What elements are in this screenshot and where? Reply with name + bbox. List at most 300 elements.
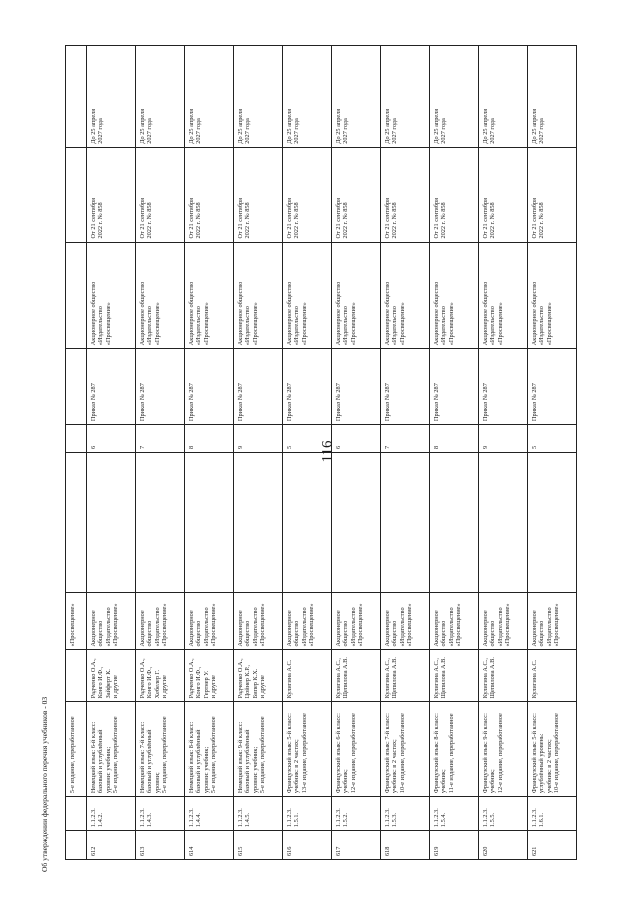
cell-publisher-line: общество — [97, 620, 105, 647]
table-row — [233, 46, 282, 859]
cell-publisher-line: Акционерное — [335, 610, 342, 647]
cell-num: 614 — [188, 846, 195, 856]
cell-authors-line: и другие — [259, 675, 267, 699]
cell-org-line: «Просвещение» — [447, 302, 455, 346]
footer-text: Об утверждении федерального перечня учебников - 03 — [40, 696, 49, 872]
cell-publisher-line: «Издательство — [496, 607, 504, 647]
cell-authors-line: Щепилова А.В. — [342, 657, 350, 699]
cell-publisher-line: общество — [440, 620, 448, 647]
cell-num: 617 — [335, 846, 342, 856]
cell-publisher-line: общество — [146, 620, 154, 647]
cell-org-line: «Издательство — [244, 306, 252, 346]
cell-org — [479, 243, 527, 350]
cell-authors — [381, 651, 429, 703]
cell-title: 5-е издание, переработанное — [66, 702, 86, 797]
cell-code-line: 1.1.2.3. — [384, 808, 391, 828]
textbook-table — [65, 45, 577, 860]
cell-authors-line: Кулигина А.С. — [286, 659, 293, 699]
cell-from-line: От 21 сентября — [482, 197, 489, 239]
cell-publisher-line: «Издательство — [202, 607, 210, 647]
cell-from-line: От 21 сентября — [188, 197, 195, 239]
cell-authors-line: Кулигина А.С. — [531, 659, 538, 699]
cell-order: Приказ № 287 — [87, 349, 135, 425]
cell-title — [185, 702, 233, 797]
cell-order: Приказ № 287 — [185, 349, 233, 425]
cell-until-line: До 25 апреля — [237, 108, 244, 144]
cell-count: 9 — [234, 425, 282, 453]
cell-title — [430, 702, 478, 797]
cell-order: Приказ № 287 — [332, 349, 380, 425]
cell-until-line: До 25 апреля — [188, 108, 195, 144]
cell-count: 8 — [185, 425, 233, 453]
cell-authors-line: Радченко О.А., — [139, 658, 146, 699]
cell-publisher — [430, 593, 478, 651]
cell-until — [381, 46, 429, 148]
cell-from — [332, 148, 380, 243]
cell-count: 5 — [528, 425, 576, 453]
cell-from — [283, 148, 331, 243]
cell-order — [66, 349, 86, 425]
cell-empty — [234, 453, 282, 593]
cell-until — [332, 46, 380, 148]
cell-publisher-line: общество — [293, 620, 301, 647]
cell-title-line: Французский язык: 8-й класс: — [433, 713, 440, 794]
cell-until-line: 2027 года — [244, 118, 252, 144]
cell-from-line: От 21 сентября — [335, 197, 342, 239]
cell-org-line: Акционерное общество — [335, 281, 342, 346]
cell-code-line: 1.1.2.3. — [433, 808, 440, 828]
cell-org-line: Акционерное общество — [139, 281, 146, 346]
cell-empty — [136, 453, 184, 593]
cell-org-line: Акционерное общество — [188, 281, 195, 346]
cell-title — [528, 702, 576, 797]
cell-empty — [528, 453, 576, 593]
cell-num: 619 — [433, 846, 440, 856]
cell-org-line: «Издательство — [146, 306, 154, 346]
cell-title-line: 11-е издание, переработанное — [447, 713, 455, 794]
cell-order: Приказ № 287 — [234, 349, 282, 425]
cell-num: 616 — [286, 846, 293, 856]
cell-publisher-line: общество — [244, 620, 252, 647]
cell-title-line: базовый и углублённый — [97, 729, 105, 794]
cell-count: 6 — [332, 425, 380, 453]
cell-publisher: «Просвещение» — [66, 593, 86, 651]
cell-code — [528, 797, 576, 831]
cell-count: 9 — [479, 425, 527, 453]
cell-code-line: 1.5.3. — [391, 812, 399, 828]
cell-authors-line: Кулигина А.С., — [335, 658, 342, 699]
cell-code — [381, 797, 429, 831]
cell-authors-line: Радченко О.А., — [90, 658, 97, 699]
cell-org-line: «Просвещение» — [202, 302, 210, 346]
cell-publisher-line: «Просвещение» — [553, 603, 561, 647]
cell-code — [479, 797, 527, 831]
cell-authors-line: Цойнер К.Р., — [244, 664, 252, 699]
cell-title-line: уровни: учебник; — [202, 746, 210, 794]
cell-publisher-line: «Издательство — [398, 607, 406, 647]
cell-code-line: 1.4.2. — [97, 812, 105, 828]
cell-org-line: «Просвещение» — [349, 302, 357, 346]
cell-publisher-line: «Издательство — [447, 607, 455, 647]
cell-order: Приказ № 287 — [528, 349, 576, 425]
cell-from-line: От 21 сентября — [286, 197, 293, 239]
cell-org-line: «Просвещение» — [398, 302, 406, 346]
cell-authors — [332, 651, 380, 703]
cell-publisher-line: «Просвещение» — [308, 603, 316, 647]
cell-publisher — [234, 593, 282, 651]
cell-authors-line: Хебелер Г. — [153, 669, 161, 699]
cell-until-line: До 25 апреля — [286, 108, 293, 144]
cell-org-line: «Издательство — [342, 306, 350, 346]
cell-org-line: «Просвещение» — [545, 302, 553, 346]
cell-title-line: учебник; — [440, 769, 448, 794]
cell-title-line: Французский язык: 9-й класс: — [482, 713, 489, 794]
cell-from-line: От 21 сентября — [384, 197, 391, 239]
cell-publisher-line: общество — [342, 620, 350, 647]
cell-publisher-line: общество — [538, 620, 546, 647]
cell-authors — [66, 651, 86, 703]
cell-org-line: «Издательство — [195, 306, 203, 346]
cell-until-line: До 25 апреля — [139, 108, 146, 144]
cell-code — [136, 797, 184, 831]
cell-until — [66, 46, 86, 148]
cell-title-line: уровни: учебник; — [251, 746, 259, 794]
cell-code-line: 1.4.4. — [195, 812, 203, 828]
cell-publisher — [479, 593, 527, 651]
cell-authors-line: Радченко О.А., — [188, 658, 195, 699]
table-row — [135, 46, 184, 859]
cell-title-line: учебник: в 2 частях; — [391, 739, 399, 794]
cell-empty — [381, 453, 429, 593]
cell-title-line: 12-е издание, переработанное — [349, 713, 357, 794]
cell-order: Приказ № 287 — [479, 349, 527, 425]
cell-authors-line: Конго И.Ф., — [195, 666, 203, 699]
cell-publisher — [185, 593, 233, 651]
cell-authors-line: Щепилова А.В. — [440, 657, 448, 699]
cell-until — [430, 46, 478, 148]
cell-count: 8 — [430, 425, 478, 453]
table-row — [380, 46, 429, 859]
cell-order: Приказ № 287 — [283, 349, 331, 425]
cell-title-line: базовый и углублённый — [146, 729, 154, 794]
cell-until-line: До 25 апреля — [482, 108, 489, 144]
cell-title-line: 5-е издание, переработанное — [112, 716, 120, 794]
cell-code-line: 1.1.2.3. — [335, 808, 342, 828]
cell-authors-line: Гертнер У. — [202, 670, 210, 699]
cell-count: 6 — [87, 425, 135, 453]
cell-code-line: 1.5.2. — [342, 812, 350, 828]
cell-title — [283, 702, 331, 797]
cell-code-line: 1.5.1. — [293, 812, 301, 828]
cell-code — [66, 797, 86, 831]
cell-publisher-line: Акционерное — [90, 610, 97, 647]
cell-until-line: 2027 года — [489, 118, 497, 144]
cell-publisher-line: Акционерное — [237, 610, 244, 647]
cell-code — [332, 797, 380, 831]
cell-title-line: Немецкий язык: 9-й класс: — [237, 721, 244, 794]
cell-code — [283, 797, 331, 831]
cell-publisher-line: «Издательство — [251, 607, 259, 647]
cell-org-line: Акционерное общество — [90, 281, 97, 346]
cell-publisher-line: «Просвещение» — [406, 603, 414, 647]
cell-org-line: «Издательство — [97, 306, 105, 346]
cell-title-line: Французский язык: 5-й класс: — [286, 713, 293, 794]
cell-until — [185, 46, 233, 148]
cell-empty — [66, 453, 86, 593]
cell-code-line: 1.1.2.3. — [90, 808, 97, 828]
cell-publisher-line: «Издательство — [153, 607, 161, 647]
cell-from-line: 2022 г. № 858 — [440, 202, 448, 239]
cell-until — [136, 46, 184, 148]
cell-from-line: От 21 сентября — [433, 197, 440, 239]
cell-authors-line: и другие — [210, 675, 218, 699]
cell-authors-line: Кулигина А.С., — [384, 658, 391, 699]
cell-publisher-line: «Издательство — [349, 607, 357, 647]
cell-empty — [87, 453, 135, 593]
cell-org — [381, 243, 429, 350]
cell-from — [185, 148, 233, 243]
cell-title-line: учебник: в 2 частях; — [293, 739, 301, 794]
cell-until-line: 2027 года — [342, 118, 350, 144]
cell-publisher — [332, 593, 380, 651]
cell-org — [136, 243, 184, 350]
cell-authors — [234, 651, 282, 703]
cell-from — [479, 148, 527, 243]
cell-org — [66, 243, 86, 350]
cell-num: 612 — [90, 846, 97, 856]
cell-publisher-line: «Просвещение» — [259, 603, 267, 647]
cell-org-line: Акционерное общество — [482, 281, 489, 346]
cell-title-line: 5-е издание, переработанное — [210, 716, 218, 794]
cell-from — [66, 148, 86, 243]
cell-from-line: От 21 сентября — [90, 197, 97, 239]
cell-code-line: 1.1.2.3. — [188, 808, 195, 828]
cell-authors — [283, 651, 331, 703]
cell-publisher — [136, 593, 184, 651]
cell-until-line: 2027 года — [440, 118, 448, 144]
cell-until — [479, 46, 527, 148]
cell-authors — [430, 651, 478, 703]
cell-code-line: 1.5.5. — [489, 812, 497, 828]
cell-code-line: 1.1.2.3. — [237, 808, 244, 828]
page-number: 116 — [319, 440, 336, 463]
cell-from-line: 2022 г. № 858 — [342, 202, 350, 239]
cell-from-line: От 21 сентября — [531, 197, 538, 239]
cell-title-line: углублённый уровень: — [538, 733, 546, 794]
cell-org-line: Акционерное общество — [433, 281, 440, 346]
cell-title-line: 5-е издание, переработанное — [259, 716, 267, 794]
cell-org — [283, 243, 331, 350]
cell-org-line: «Просвещение» — [153, 302, 161, 346]
cell-until-line: До 25 апреля — [90, 108, 97, 144]
cell-authors-line: Бипер К.Х. — [251, 668, 259, 699]
cell-publisher-line: Акционерное — [286, 610, 293, 647]
cell-until — [87, 46, 135, 148]
cell-org-line: «Издательство — [391, 306, 399, 346]
cell-num: 621 — [531, 846, 538, 856]
cell-publisher-line: Акционерное — [433, 610, 440, 647]
cell-authors-line: Конго И.Ф., — [97, 666, 105, 699]
cell-code-line: 1.6.1. — [538, 812, 546, 828]
cell-publisher-line: общество — [489, 620, 497, 647]
cell-title-line: 12-е издание, переработанное — [496, 713, 504, 794]
cell-title — [381, 702, 429, 797]
cell-publisher-line: «Издательство — [545, 607, 553, 647]
cell-num: 620 — [482, 846, 489, 856]
cell-authors — [87, 651, 135, 703]
cell-from — [381, 148, 429, 243]
table-row — [331, 46, 380, 859]
cell-org-line: «Просвещение» — [251, 302, 259, 346]
cell-publisher-line: «Просвещение» — [210, 603, 218, 647]
cell-empty — [479, 453, 527, 593]
cell-publisher-line: общество — [391, 620, 399, 647]
cell-org-line: «Издательство — [538, 306, 546, 346]
cell-authors-line: Конго И.Ф., — [146, 666, 154, 699]
cell-code-line: 1.1.2.3. — [139, 808, 146, 828]
cell-title — [479, 702, 527, 797]
cell-from-line: От 21 сентября — [237, 197, 244, 239]
cell-org — [185, 243, 233, 350]
cell-code-line: 1.1.2.3. — [286, 808, 293, 828]
cell-from-line: 2022 г. № 858 — [195, 202, 203, 239]
cell-title-line: Немецкий язык: 6-й класс: — [90, 721, 97, 794]
cell-publisher-line: Акционерное — [188, 610, 195, 647]
cell-empty — [283, 453, 331, 593]
table-row — [527, 46, 576, 859]
cell-org — [430, 243, 478, 350]
cell-order: Приказ № 287 — [381, 349, 429, 425]
cell-empty — [185, 453, 233, 593]
cell-title-line: базовый и углублённый — [195, 729, 203, 794]
cell-authors — [185, 651, 233, 703]
cell-org-line: «Просвещение» — [104, 302, 112, 346]
cell-publisher-line: Акционерное — [531, 610, 538, 647]
cell-publisher-line: Акционерное — [482, 610, 489, 647]
cell-org-line: Акционерное общество — [531, 281, 538, 346]
cell-title-line: Французский язык: 6-й класс: — [335, 713, 342, 794]
cell-publisher-line: «Издательство — [300, 607, 308, 647]
cell-publisher-line: «Просвещение» — [504, 603, 512, 647]
cell-num: 613 — [139, 846, 146, 856]
cell-from-line: 2022 г. № 858 — [293, 202, 301, 239]
cell-title — [234, 702, 282, 797]
cell-code-line: 1.4.5. — [244, 812, 252, 828]
cell-title-line: учебник; — [489, 769, 497, 794]
cell-authors-line: Щепилова А.В. — [391, 657, 399, 699]
cell-publisher — [283, 593, 331, 651]
cell-org — [528, 243, 576, 350]
cell-until-line: До 25 апреля — [335, 108, 342, 144]
cell-authors-line: Зайферт К. — [104, 669, 112, 699]
cell-from-line: 2022 г. № 858 — [146, 202, 154, 239]
cell-title-line: Французский язык: 7-й класс: — [384, 713, 391, 794]
table-row — [86, 46, 135, 859]
cell-title — [332, 702, 380, 797]
table-row — [478, 46, 527, 859]
cell-code-line: 1.4.3. — [146, 812, 154, 828]
cell-until-line: 2027 года — [538, 118, 546, 144]
cell-org-line: «Просвещение» — [496, 302, 504, 346]
cell-from — [87, 148, 135, 243]
cell-authors — [136, 651, 184, 703]
cell-org-line: «Издательство — [293, 306, 301, 346]
cell-authors-line: Кулигина А.С., — [482, 658, 489, 699]
cell-until-line: До 25 апреля — [384, 108, 391, 144]
cell-from-line: 2022 г. № 858 — [538, 202, 546, 239]
cell-order: Приказ № 287 — [136, 349, 184, 425]
table-row — [429, 46, 478, 859]
cell-count: 7 — [136, 425, 184, 453]
cell-empty — [430, 453, 478, 593]
cell-from-line: 2022 г. № 858 — [489, 202, 497, 239]
cell-authors — [479, 651, 527, 703]
cell-publisher-line: «Просвещение» — [455, 603, 463, 647]
cell-code-line: 1.1.2.3. — [531, 808, 538, 828]
cell-org-line: Акционерное общество — [237, 281, 244, 346]
cell-until-line: 2027 года — [97, 118, 105, 144]
cell-publisher-line: «Издательство — [104, 607, 112, 647]
cell-publisher-line: Акционерное — [384, 610, 391, 647]
cell-title-line: 13-е издание, переработанное — [300, 713, 308, 794]
cell-from-line: 2022 г. № 858 — [244, 202, 252, 239]
cell-until-line: До 25 апреля — [433, 108, 440, 144]
cell-authors-line: Радченко О.А., — [237, 658, 244, 699]
cell-title-line: учебник: в 2 частях; — [545, 739, 553, 794]
cell-org-line: «Издательство — [489, 306, 497, 346]
cell-from-line: От 21 сентября — [139, 197, 146, 239]
cell-code — [430, 797, 478, 831]
cell-until — [528, 46, 576, 148]
cell-title-line: уровни: учебник; — [104, 746, 112, 794]
cell-title-line: 10-е издание, переработанное — [553, 713, 561, 794]
cell-from — [430, 148, 478, 243]
cell-from — [136, 148, 184, 243]
cell-from — [234, 148, 282, 243]
continuation-row — [66, 46, 86, 859]
cell-publisher — [528, 593, 576, 651]
cell-org — [332, 243, 380, 350]
cell-code — [87, 797, 135, 831]
cell-until-line: 2027 года — [293, 118, 301, 144]
cell-code — [185, 797, 233, 831]
cell-count: 5 — [283, 425, 331, 453]
cell-until-line: 2027 года — [195, 118, 203, 144]
cell-title — [136, 702, 184, 797]
cell-count: 7 — [381, 425, 429, 453]
cell-publisher-line: Акционерное — [139, 610, 146, 647]
cell-publisher-line: общество — [195, 620, 203, 647]
cell-count — [66, 425, 86, 453]
cell-org — [234, 243, 282, 350]
cell-title-line: 5-е издание, переработанное — [161, 716, 169, 794]
table-row — [282, 46, 331, 859]
cell-num — [66, 831, 86, 859]
cell-code — [234, 797, 282, 831]
cell-num: 618 — [384, 846, 391, 856]
cell-org-line: «Издательство — [440, 306, 448, 346]
cell-until — [234, 46, 282, 148]
cell-from-line: 2022 г. № 858 — [97, 202, 105, 239]
cell-from-line: 2022 г. № 858 — [391, 202, 399, 239]
table-row — [184, 46, 233, 859]
cell-title-line: 10-е издание, переработанное — [398, 713, 406, 794]
cell-authors-line: Кулигина А.С., — [433, 658, 440, 699]
cell-publisher-line: «Просвещение» — [161, 603, 169, 647]
cell-authors-line: и другие — [161, 675, 169, 699]
cell-publisher — [87, 593, 135, 651]
cell-title-line: уровни; — [153, 772, 161, 794]
